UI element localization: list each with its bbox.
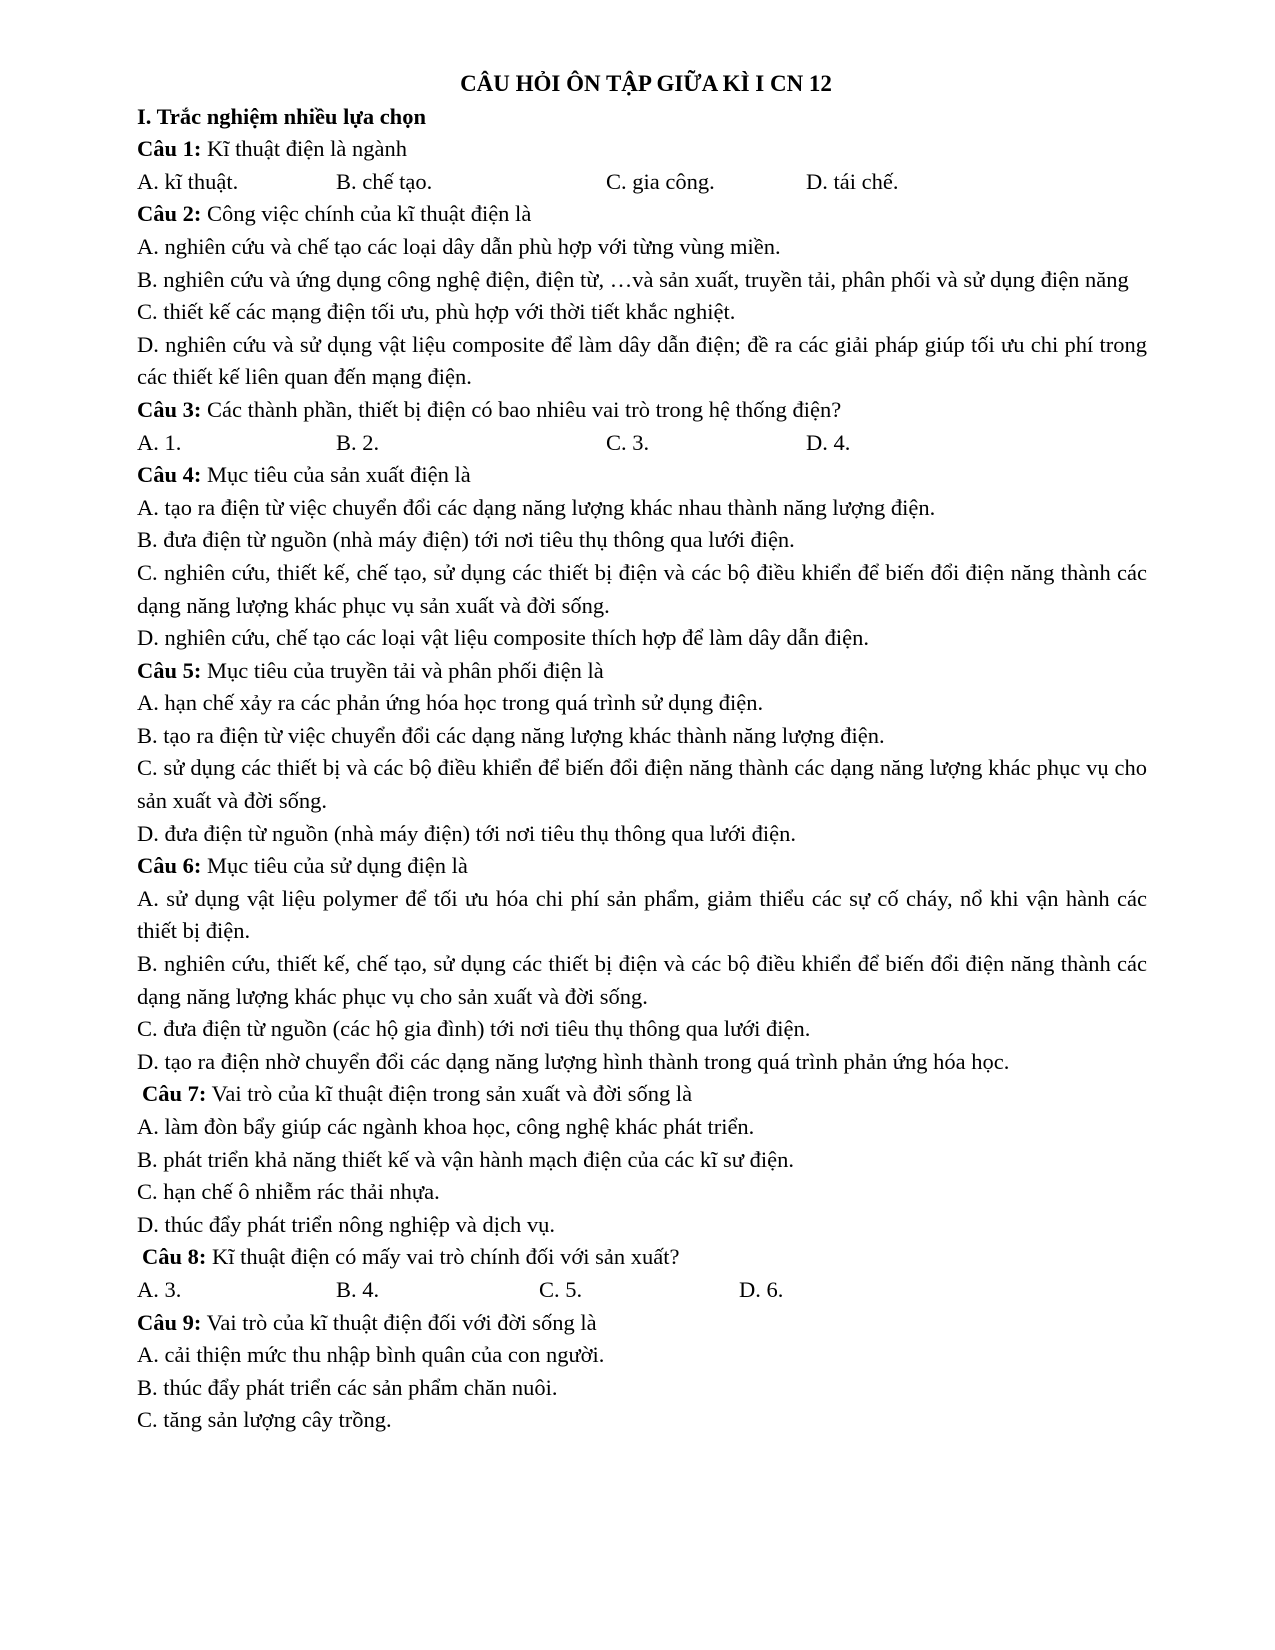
option-c: C. 3. xyxy=(606,429,650,455)
option-b: B. thúc đẩy phát triển các sản phẩm chăn nuôi. xyxy=(137,1374,558,1400)
question-1-options xyxy=(137,166,1147,199)
question-text: Kĩ thuật điện là ngành xyxy=(201,136,407,162)
document-title: CÂU HỎI ÔN TẬP GIỮA KÌ I CN 12 xyxy=(460,71,832,96)
question-label: Câu 4: xyxy=(137,462,202,488)
option-d: D. thúc đẩy phát triển nông nghiệp và dịch vụ. xyxy=(137,1211,556,1237)
option-a: A. 3. xyxy=(137,1276,182,1302)
option-d: D. 6. xyxy=(739,1276,784,1302)
question-label: Câu 2: xyxy=(137,201,202,227)
question-3-options xyxy=(137,427,1147,460)
option-b: B. tạo ra điện từ việc chuyển đổi các dạng năng lượng khác thành năng lượng điện. xyxy=(137,722,885,748)
option-b: B. đưa điện từ nguồn (nhà máy điện) tới nơi tiêu thụ thông qua lưới điện. xyxy=(137,527,795,553)
option-d: D. tạo ra điện nhờ chuyển đổi các dạng năng lượng hình thành trong quá trình phản ứng hóa học. xyxy=(137,1048,1010,1074)
question-label: Câu 1: xyxy=(137,136,202,162)
question-2 xyxy=(137,198,1147,231)
option-a: A. sử dụng vật liệu polymer để tối ưu hóa chi phí sản phẩm, giảm thiểu các sự cố cháy, nổ khi vận hành các thiết bị điện. xyxy=(137,885,1147,944)
option-b: B. chế tạo. xyxy=(336,168,433,194)
option-c: C. sử dụng các thiết bị và các bộ điều khiển để biến đổi điện năng thành các dạng năng lượng khác phục vụ cho sản xuất và đời sống. xyxy=(137,755,1147,814)
option-a: A. kĩ thuật. xyxy=(137,168,239,194)
question-1 xyxy=(137,133,1147,166)
question-6 xyxy=(137,850,1147,883)
question-3 xyxy=(137,394,1147,427)
question-text: Mục tiêu của sản xuất điện là xyxy=(201,462,471,488)
option-a: A. làm đòn bẩy giúp các ngành khoa học, công nghệ khác phát triển. xyxy=(137,1114,755,1139)
question-8 xyxy=(137,1241,1147,1274)
option-b: B. 2. xyxy=(336,429,380,455)
question-label: Câu 3: xyxy=(137,396,202,422)
option-a: A. cải thiện mức thu nhập bình quân của con người. xyxy=(137,1342,605,1368)
option-c: C. đưa điện từ nguồn (các hộ gia đình) tới nơi tiêu thụ thông qua lưới điện. xyxy=(137,1016,811,1042)
question-text: Kĩ thuật điện có mấy vai trò chính đối với sản xuất? xyxy=(206,1244,680,1270)
question-text: Vai trò của kĩ thuật điện trong sản xuất và đời sống là xyxy=(206,1081,693,1107)
question-label: Câu 9: xyxy=(137,1309,202,1335)
option-a: A. nghiên cứu và chế tạo các loại dây dẫn phù hợp với từng vùng miền. xyxy=(137,233,781,259)
option-c: C. tăng sản lượng cây trồng. xyxy=(137,1407,392,1433)
option-c: C. hạn chế ô nhiễm rác thải nhựa. xyxy=(137,1179,440,1205)
option-a: A. 1. xyxy=(137,429,182,455)
option-d: D. 4. xyxy=(806,429,851,455)
question-label: Câu 7: xyxy=(142,1081,207,1107)
question-4 xyxy=(137,459,1147,492)
option-d: D. nghiên cứu và sử dụng vật liệu composite để làm dây dẫn điện; đề ra các giải pháp giúp tối ưu chi phí trong các thiết kế liên quan đến mạng điện. xyxy=(137,331,1147,390)
option-d: D. đưa điện từ nguồn (nhà máy điện) tới nơi tiêu thụ thông qua lưới điện. xyxy=(137,820,797,846)
option-b: B. phát triển khả năng thiết kế và vận hành mạch điện của các kĩ sư điện. xyxy=(137,1146,794,1172)
question-text: Vai trò của kĩ thuật điện đối với đời sống là xyxy=(201,1309,597,1335)
option-b: B. nghiên cứu và ứng dụng công nghệ điện, điện từ, …và sản xuất, truyền tải, phân phối và sử dụng điện năng xyxy=(137,266,1129,292)
question-7 xyxy=(137,1078,1147,1111)
question-text: Các thành phần, thiết bị điện có bao nhiêu vai trò trong hệ thống điện? xyxy=(201,396,842,422)
option-c: C. gia công. xyxy=(606,168,715,194)
section-heading: I. Trắc nghiệm nhiều lựa chọn xyxy=(137,103,426,129)
question-label: Câu 6: xyxy=(137,853,202,879)
option-c: C. 5. xyxy=(539,1276,583,1302)
question-5 xyxy=(137,655,1147,688)
question-label: Câu 8: xyxy=(142,1244,207,1270)
question-text: Mục tiêu của truyền tải và phân phối điện là xyxy=(201,657,604,683)
option-b: B. 4. xyxy=(336,1276,380,1302)
question-text: Công việc chính của kĩ thuật điện là xyxy=(201,201,532,227)
option-c: C. thiết kế các mạng điện tối ưu, phù hợp với thời tiết khắc nghiệt. xyxy=(137,299,736,325)
question-9 xyxy=(137,1307,1147,1340)
option-d: D. nghiên cứu, chế tạo các loại vật liệu composite thích hợp để làm dây dẫn điện. xyxy=(137,625,869,651)
option-b: B. nghiên cứu, thiết kế, chế tạo, sử dụng các thiết bị điện và các bộ điều khiển để biến đổi điện năng thành các dạng năng lượng khác phục vụ cho sản xuất và đời sống. xyxy=(137,951,1147,1009)
question-8-options xyxy=(137,1274,1147,1307)
option-a: A. hạn chế xảy ra các phản ứng hóa học trong quá trình sử dụng điện. xyxy=(137,690,764,716)
option-a: A. tạo ra điện từ việc chuyển đổi các dạng năng lượng khác nhau thành năng lượng điện. xyxy=(137,494,936,520)
question-text: Mục tiêu của sử dụng điện là xyxy=(201,853,468,879)
option-d: D. tái chế. xyxy=(806,168,899,194)
option-c: C. nghiên cứu, thiết kế, chế tạo, sử dụng các thiết bị điện và các bộ điều khiển để biến đổi điện năng thành các dạng năng lượng khác phục vụ sản xuất và đời sống. xyxy=(137,559,1147,618)
question-label: Câu 5: xyxy=(137,657,202,683)
